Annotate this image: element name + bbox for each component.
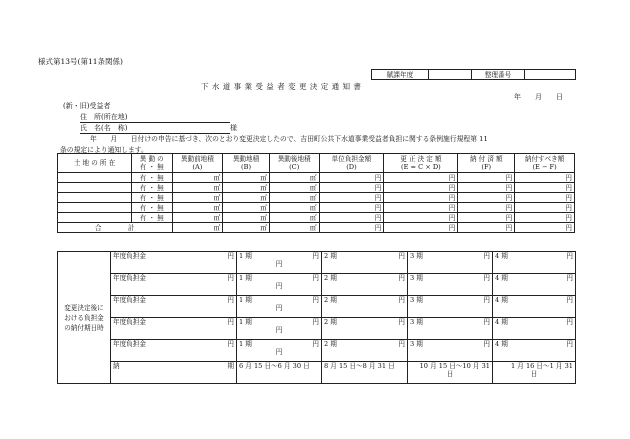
period-2-label: 2 期: [324, 340, 337, 348]
schedule-row: [58, 252, 576, 274]
location-cell[interactable]: [58, 213, 132, 223]
corrected-cell[interactable]: 円: [384, 203, 458, 213]
header-unit-price-2: (D): [346, 163, 357, 171]
area-before-cell[interactable]: ㎡: [172, 213, 223, 223]
period-3-yen: 円: [483, 252, 490, 260]
area-before-cell[interactable]: ㎡: [172, 173, 223, 183]
area-after-cell[interactable]: ㎡: [269, 173, 319, 183]
header-due: [515, 154, 575, 173]
flag-cell[interactable]: 有 ・ 無: [132, 183, 173, 193]
header-area-change-2: (B): [241, 163, 252, 171]
corrected-cell[interactable]: 円: [384, 213, 458, 223]
recipient-heading: (新・旧)受益者: [63, 102, 111, 110]
period-4-yen: 円: [566, 340, 573, 348]
deadline-row: [58, 362, 576, 384]
address-field[interactable]: [80, 112, 230, 123]
total-row: [58, 223, 575, 233]
period-3-cell[interactable]: [408, 274, 493, 296]
location-cell[interactable]: [58, 193, 132, 203]
period-4-cell[interactable]: [493, 252, 576, 274]
annual-charge-cell[interactable]: [111, 318, 237, 340]
total-corrected[interactable]: 円: [384, 223, 458, 233]
period-4-label: 4 期: [495, 274, 508, 282]
period-2-label: 2 期: [324, 296, 337, 304]
document-title: 下 水 道 事 業 受 益 者 変 更 決 定 通 知 書: [201, 82, 362, 91]
paid-cell[interactable]: 円: [458, 183, 515, 193]
period-4-label: 4 期: [495, 252, 508, 260]
unit-price-cell[interactable]: 円: [319, 193, 384, 203]
period-3-yen: 円: [483, 340, 490, 348]
header-area-after-2: (C): [289, 163, 300, 171]
schedule-row: [58, 318, 576, 340]
area-after-cell[interactable]: ㎡: [269, 203, 319, 213]
total-due[interactable]: 円: [515, 223, 575, 233]
period-1-yen: 円: [312, 296, 319, 304]
period-3-label: 3 期: [410, 318, 423, 326]
period-2-label: 2 期: [324, 252, 337, 260]
due-cell[interactable]: 円: [515, 193, 575, 203]
header-area-change-1: 異動地積: [232, 155, 260, 163]
location-cell[interactable]: [58, 183, 132, 193]
area-change-cell[interactable]: ㎡: [223, 173, 270, 183]
period-2-yen: 円: [398, 318, 405, 326]
area-change-cell[interactable]: ㎡: [223, 213, 270, 223]
period-3-cell[interactable]: [408, 318, 493, 340]
name-label: 氏 名(名 称): [80, 124, 128, 132]
annual-charge-yen: 円: [227, 274, 234, 282]
header-change-type-1: 異 動 の: [139, 155, 164, 163]
ref-number-label: 整理番号: [472, 70, 525, 80]
header-unit-price-1: 単位負担金額: [331, 155, 372, 163]
period-4-label: 4 期: [495, 340, 508, 348]
period-1-cell[interactable]: [237, 252, 322, 274]
flag-cell[interactable]: 有 ・ 無: [132, 203, 173, 213]
period-2-cell[interactable]: [322, 340, 408, 362]
period-2-label: 2 期: [324, 318, 337, 326]
total-paid[interactable]: 円: [458, 223, 515, 233]
schedule-side-label: 変更決定後における負担金の納付期日時: [58, 252, 111, 384]
total-area-after[interactable]: ㎡: [269, 223, 319, 233]
area-after-cell[interactable]: ㎡: [269, 193, 319, 203]
unit-price-cell[interactable]: 円: [319, 183, 384, 193]
deadline-period-3-line1: 10 月 15 日〜10 月 31: [419, 362, 490, 370]
period-4-yen: 円: [566, 252, 573, 260]
area-after-cell[interactable]: ㎡: [269, 183, 319, 193]
unit-price-cell[interactable]: 円: [319, 173, 384, 183]
header-area-before-1: 異動前地積: [180, 155, 214, 163]
deadline-label: [111, 362, 237, 384]
period-3-cell[interactable]: [408, 340, 493, 362]
location-cell[interactable]: [58, 203, 132, 213]
period-4-cell[interactable]: [493, 318, 576, 340]
flag-cell[interactable]: 有 ・ 無: [132, 173, 173, 183]
flag-cell[interactable]: 有 ・ 無: [132, 193, 173, 203]
period-1-yen: 円: [312, 318, 319, 326]
period-2-cell[interactable]: [322, 274, 408, 296]
period-1-yen-2: 円: [275, 304, 283, 312]
header-area-before-2: (A): [192, 163, 203, 171]
total-unit-price[interactable]: 円: [319, 223, 384, 233]
period-4-cell[interactable]: [493, 296, 576, 318]
annual-charge-cell[interactable]: [111, 296, 237, 318]
area-before-cell[interactable]: ㎡: [172, 193, 223, 203]
paid-cell[interactable]: 円: [458, 193, 515, 203]
period-4-label: 4 期: [495, 318, 508, 326]
table-header-row: [58, 154, 575, 173]
schedule-row: [58, 274, 576, 296]
period-2-yen: 円: [398, 274, 405, 282]
corrected-cell[interactable]: 円: [384, 183, 458, 193]
unit-price-cell[interactable]: 円: [319, 203, 384, 213]
annual-charge-cell[interactable]: [111, 252, 237, 274]
period-2-label: 2 期: [324, 274, 337, 282]
deadline-label-1: 納: [113, 362, 120, 370]
period-2-yen: 円: [398, 296, 405, 304]
period-3-yen: 円: [483, 296, 490, 304]
unit-price-cell[interactable]: 円: [319, 213, 384, 223]
deadline-period-1: 6 月 15 日〜6 月 30 日: [237, 362, 322, 384]
total-label-1: 合: [94, 223, 102, 232]
area-before-cell[interactable]: ㎡: [172, 183, 223, 193]
area-before-cell[interactable]: ㎡: [172, 203, 223, 213]
assessment-table: [57, 153, 575, 233]
period-1-cell[interactable]: [237, 318, 322, 340]
annual-charge-label: 年度負担金: [113, 274, 146, 282]
period-3-label: 3 期: [410, 274, 423, 282]
header-due-1: 納付すべき額: [524, 155, 565, 163]
period-1-yen: 円: [312, 252, 319, 260]
annual-charge-cell[interactable]: [111, 274, 237, 296]
period-2-cell[interactable]: [322, 318, 408, 340]
annual-charge-yen: 円: [227, 252, 234, 260]
header-area-after: [269, 154, 319, 173]
period-3-label: 3 期: [410, 340, 423, 348]
period-4-yen: 円: [566, 318, 573, 326]
annual-charge-cell[interactable]: [111, 340, 237, 362]
period-2-cell[interactable]: [322, 252, 408, 274]
period-4-cell[interactable]: [493, 274, 576, 296]
levy-year-label: 賦課年度: [372, 70, 429, 80]
deadline-period-4-line1: 1 月 16 日〜1 月 31: [510, 362, 573, 370]
schedule-row: [58, 296, 576, 318]
period-2-yen: 円: [398, 340, 405, 348]
header-paid-1: 納 付 済 額: [469, 155, 503, 163]
total-area-change[interactable]: ㎡: [223, 223, 270, 233]
deadline-period-2: 8 月 15 日〜8 月 31 日: [322, 362, 408, 384]
period-1-yen-2: 円: [275, 282, 283, 290]
annual-charge-yen: 円: [227, 296, 234, 304]
deadline-label-2: 期: [227, 362, 234, 370]
header-location: 土 地 の 所 在: [58, 154, 132, 173]
total-area-before[interactable]: ㎡: [172, 223, 223, 233]
annual-charge-label: 年度負担金: [113, 340, 146, 348]
total-label: [58, 223, 173, 233]
period-2-cell[interactable]: [322, 296, 408, 318]
table-row: [58, 183, 575, 193]
location-cell[interactable]: [58, 173, 132, 183]
header-corrected-2: (E = C × D): [401, 163, 441, 171]
annual-charge-label: 年度負担金: [113, 318, 146, 326]
period-2-yen: 円: [398, 252, 405, 260]
header-corrected: [384, 154, 458, 173]
period-1-cell[interactable]: [237, 340, 322, 362]
period-1-label: 1 期: [239, 274, 252, 282]
header-unit-price: [319, 154, 384, 173]
table-row: [58, 213, 575, 223]
header-due-2: (E − F): [532, 163, 557, 171]
area-change-cell[interactable]: ㎡: [223, 203, 270, 213]
period-3-yen: 円: [483, 318, 490, 326]
period-3-label: 3 期: [410, 296, 423, 304]
period-4-yen: 円: [566, 296, 573, 304]
period-1-label: 1 期: [239, 296, 252, 304]
due-cell[interactable]: 円: [515, 213, 575, 223]
address-label: 住 所(所在地): [80, 113, 128, 121]
deadline-period-4: [493, 362, 576, 384]
form-label: 様式第13号(第11条関係): [38, 57, 123, 66]
header-paid-2: (F): [481, 163, 492, 171]
body-text-line1: 年 月 日付けの申告に基づき、次のとおり変更決定したので、吉田町公共下水道事業受益者負担に関する条例施行規程第 11: [90, 135, 488, 143]
flag-cell[interactable]: 有 ・ 無: [132, 213, 173, 223]
header-area-before: [172, 154, 223, 173]
period-3-cell[interactable]: [408, 296, 493, 318]
ref-number-value[interactable]: [525, 70, 576, 80]
period-1-yen: 円: [312, 274, 319, 282]
corrected-cell[interactable]: 円: [384, 173, 458, 183]
period-1-yen-2: 円: [275, 260, 283, 268]
schedule-row: [58, 340, 576, 362]
table-row: [58, 193, 575, 203]
header-change-type-2: 有 ・ 無: [139, 163, 164, 171]
area-after-cell[interactable]: ㎡: [269, 213, 319, 223]
issue-date: 年 月 日: [514, 93, 563, 101]
period-4-yen: 円: [566, 274, 573, 282]
total-label-2: 計: [127, 223, 135, 232]
annual-charge-yen: 円: [227, 318, 234, 326]
period-1-label: 1 期: [239, 318, 252, 326]
deadline-period-3-line2: 日: [446, 370, 454, 378]
table-row: [58, 173, 575, 183]
period-4-cell[interactable]: [493, 340, 576, 362]
period-3-yen: 円: [483, 274, 490, 282]
deadline-period-3: [408, 362, 493, 384]
period-1-cell[interactable]: [237, 296, 322, 318]
deadline-period-4-line2: 日: [530, 370, 538, 378]
period-1-label: 1 期: [239, 340, 252, 348]
due-cell[interactable]: 円: [515, 203, 575, 213]
header-area-change: [223, 154, 270, 173]
header-paid: [458, 154, 515, 173]
period-4-label: 4 期: [495, 296, 508, 304]
period-1-yen-2: 円: [275, 348, 283, 356]
corrected-cell[interactable]: 円: [384, 193, 458, 203]
body-text-line2: 条の規定により通知します。: [60, 146, 148, 154]
paid-cell[interactable]: 円: [458, 203, 515, 213]
period-1-yen: 円: [312, 340, 319, 348]
annual-charge-label: 年度負担金: [113, 296, 146, 304]
table-row: [58, 203, 575, 213]
area-change-cell[interactable]: ㎡: [223, 183, 270, 193]
header-boxes: [371, 69, 576, 80]
period-3-cell[interactable]: [408, 252, 493, 274]
period-3-label: 3 期: [410, 252, 423, 260]
period-1-yen-2: 円: [275, 326, 283, 334]
area-change-cell[interactable]: ㎡: [223, 193, 270, 203]
honorific: 様: [230, 124, 237, 132]
header-area-after-1: 異動後地積: [277, 155, 311, 163]
payment-schedule-table: [57, 251, 576, 384]
period-1-label: 1 期: [239, 252, 252, 260]
period-1-cell[interactable]: [237, 274, 322, 296]
paid-cell[interactable]: 円: [458, 173, 515, 183]
levy-year-value[interactable]: [429, 70, 472, 80]
annual-charge-yen: 円: [227, 340, 234, 348]
annual-charge-label: 年度負担金: [113, 252, 146, 260]
due-cell[interactable]: 円: [515, 183, 575, 193]
due-cell[interactable]: 円: [515, 173, 575, 183]
header-change-type: [132, 154, 173, 173]
paid-cell[interactable]: 円: [458, 213, 515, 223]
header-corrected-1: 更 正 決 定 額: [400, 155, 442, 163]
